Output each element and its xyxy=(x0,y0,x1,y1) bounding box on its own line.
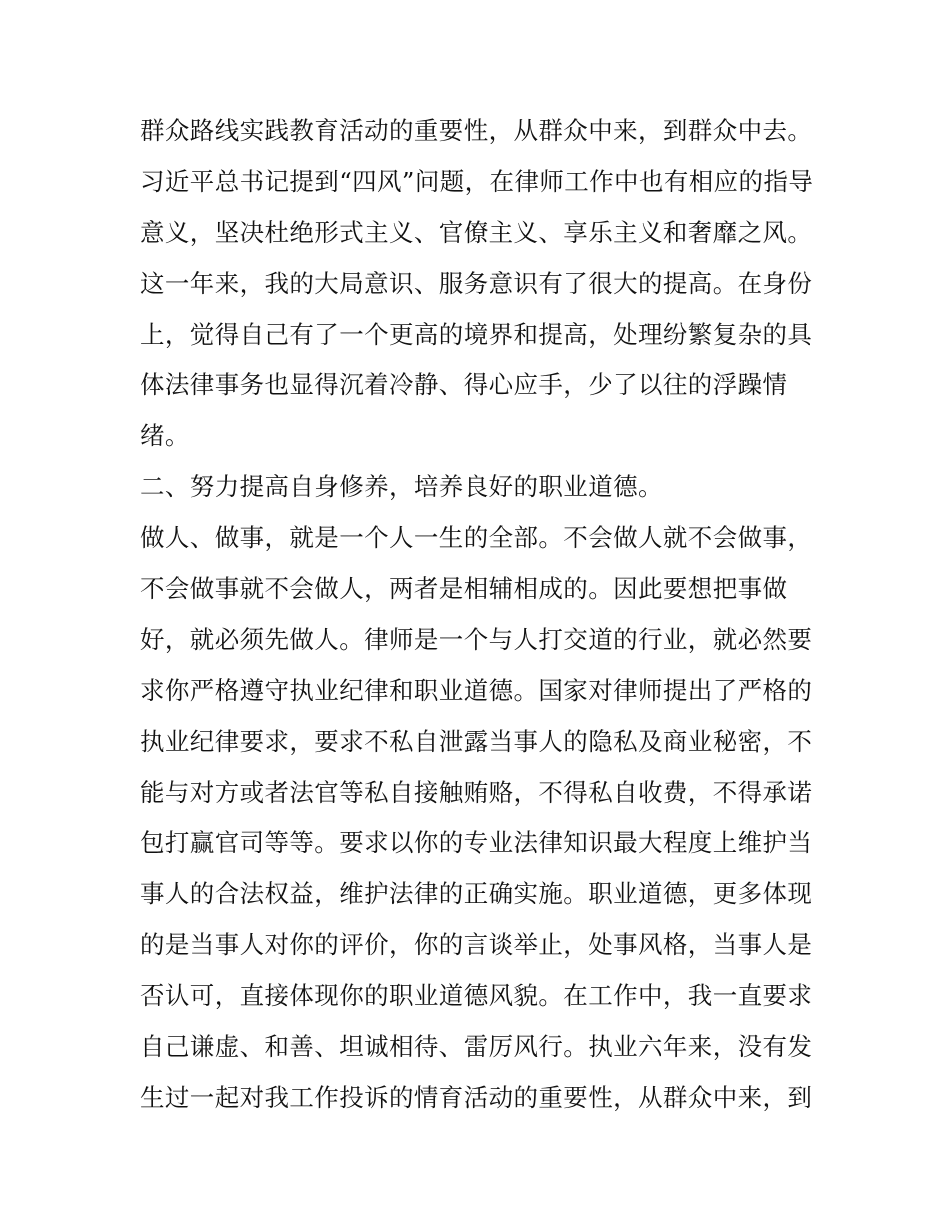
text-line: 群众路线实践教育活动的重要性，从群众中来，到群众中去。 xyxy=(140,116,813,145)
text-line: 事人的合法权益，维护法律的正确实施。职业道德，更多体现 xyxy=(140,879,813,909)
text-line: 的是当事人对你的评价，你的言谈举止，处事风格，当事人是 xyxy=(140,930,813,960)
text-line: 不会做事就不会做人，两者是相辅相成的。因此要想把事做 xyxy=(140,574,788,604)
text-line: 体法律事务也显得沉着冷静、得心应手，少了以往的浮躁情 xyxy=(140,370,788,400)
text-line: 上，觉得自己有了一个更高的境界和提高，处理纷繁复杂的具 xyxy=(140,319,813,349)
text-line: 求你严格遵守执业纪律和职业道德。国家对律师提出了严格的 xyxy=(140,675,813,705)
text-line: 执业纪律要求，要求不私自泄露当事人的隐私及商业秘密，不 xyxy=(140,726,813,756)
text-line: 习近平总书记提到“四风”问题，在律师工作中也有相应的指导 xyxy=(140,166,814,196)
text-line: 做人、做事，就是一个人一生的全部。不会做人就不会做事， xyxy=(140,523,813,553)
text-line: 这一年来，我的大局意识、服务意识有了很大的提高。在身份 xyxy=(140,268,813,298)
text-line: 包打赢官司等等。要求以你的专业法律知识最大程度上维护当 xyxy=(140,828,813,858)
text-line: 绪。 xyxy=(140,421,190,451)
text-line: 否认可，直接体现你的职业道德风貌。在工作中，我一直要求 xyxy=(140,981,813,1011)
body-text xyxy=(140,106,830,1124)
text-line: 自己谦虚、和善、坦诚相待、雷厉风行。执业六年来，没有发 xyxy=(140,1032,813,1062)
text-line: 意义，坚决杜绝形式主义、官僚主义、享乐主义和奢靡之风。 xyxy=(140,217,813,247)
text-line: 能与对方或者法官等私自接触贿赂，不得私自收费，不得承诺 xyxy=(140,777,813,807)
text-line: 生过一起对我工作投诉的情育活动的重要性，从群众中来，到 xyxy=(140,1082,813,1112)
section-heading: 二、努力提高自身修养，培养良好的职业道德。 xyxy=(140,472,663,502)
text-line: 好，就必须先做人。律师是一个与人打交道的行业，就必然要 xyxy=(140,624,813,654)
